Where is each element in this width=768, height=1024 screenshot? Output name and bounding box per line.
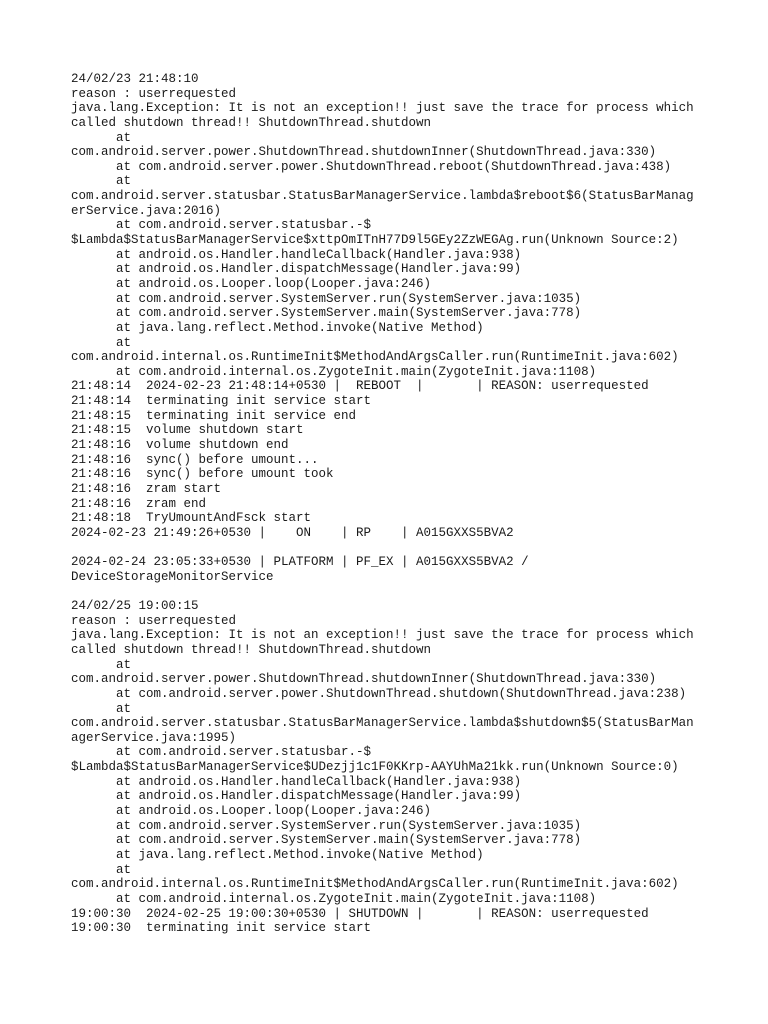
log-line: at com.android.server.SystemServer.run(SystemServer.java:1035) bbox=[71, 291, 582, 306]
log-line: $Lambda$StatusBarManagerService$xttpOmITnH77D9l5GEy2ZzWEGAg.run(Unknown Source:2) bbox=[71, 233, 679, 248]
log-line: at android.os.Handler.dispatchMessage(Handler.java:99) bbox=[71, 262, 522, 277]
log-line: com.android.server.statusbar.StatusBarManagerService.lambda$shutdown$5(StatusBarMan bbox=[71, 716, 694, 731]
log-line: at java.lang.reflect.Method.invoke(Native Method) bbox=[71, 320, 484, 335]
log-line: reason : userrequested bbox=[71, 86, 237, 101]
log-line: 21:48:18 TryUmountAndFsck start bbox=[71, 511, 312, 526]
log-line: 21:48:14 terminating init service start bbox=[71, 394, 372, 409]
log-line: com.android.server.statusbar.StatusBarManagerService.lambda$reboot$6(StatusBarManag bbox=[71, 189, 694, 204]
log-line: at android.os.Looper.loop(Looper.java:246) bbox=[71, 804, 432, 819]
log-line: 19:00:30 terminating init service start bbox=[71, 921, 372, 936]
log-line: 21:48:16 volume shutdown end bbox=[71, 438, 289, 453]
log-line: at bbox=[71, 130, 132, 145]
log-line: at com.android.server.statusbar.-$ bbox=[71, 218, 372, 233]
log-line: at com.android.server.statusbar.-$ bbox=[71, 745, 372, 760]
log-line: at com.android.internal.os.ZygoteInit.main(ZygoteInit.java:1108) bbox=[71, 891, 597, 906]
log-line: 2024-02-23 21:49:26+0530 | ON | RP | A015GXXS5BVA2 bbox=[71, 525, 514, 540]
log-line: 21:48:16 sync() before umount... bbox=[71, 452, 319, 467]
log-line: $Lambda$StatusBarManagerService$UDezjj1c1F0KKrp-AAYUhMa21kk.run(Unknown Source:0) bbox=[71, 760, 679, 775]
log-line: com.android.internal.os.RuntimeInit$MethodAndArgsCaller.run(RuntimeInit.java:602) bbox=[71, 350, 679, 365]
log-line: 21:48:16 zram start bbox=[71, 481, 222, 496]
log-line: com.android.server.power.ShutdownThread.shutdownInner(ShutdownThread.java:330) bbox=[71, 145, 657, 160]
log-line: at com.android.server.power.ShutdownThread.reboot(ShutdownThread.java:438) bbox=[71, 159, 672, 174]
log-line: at android.os.Handler.handleCallback(Handler.java:938) bbox=[71, 774, 522, 789]
log-line: at bbox=[71, 862, 132, 877]
log-document bbox=[71, 72, 711, 936]
log-line: 2024-02-24 23:05:33+0530 | PLATFORM | PF_EX | A015GXXS5BVA2 / bbox=[71, 555, 529, 570]
log-line: 21:48:15 volume shutdown start bbox=[71, 423, 304, 438]
log-line: at com.android.server.SystemServer.run(SystemServer.java:1035) bbox=[71, 818, 582, 833]
log-line: 24/02/25 19:00:15 bbox=[71, 599, 199, 614]
log-line: java.lang.Exception: It is not an exception!! just save the trace for process which bbox=[71, 101, 694, 116]
log-line: 21:48:16 sync() before umount took bbox=[71, 467, 334, 482]
log-line: at android.os.Looper.loop(Looper.java:246) bbox=[71, 276, 432, 291]
log-line: at bbox=[71, 335, 132, 350]
log-line: 24/02/23 21:48:10 bbox=[71, 72, 199, 86]
log-line: 19:00:30 2024-02-25 19:00:30+0530 | SHUTDOWN | | REASON: userrequested bbox=[71, 906, 649, 921]
log-line: java.lang.Exception: It is not an exception!! just save the trace for process which bbox=[71, 628, 694, 643]
log-line: called shutdown thread!! ShutdownThread.shutdown bbox=[71, 115, 432, 130]
log-line: at android.os.Handler.handleCallback(Handler.java:938) bbox=[71, 247, 522, 262]
log-line: at bbox=[71, 701, 132, 716]
log-line: DeviceStorageMonitorService bbox=[71, 569, 274, 584]
log-line: com.android.server.power.ShutdownThread.shutdownInner(ShutdownThread.java:330) bbox=[71, 672, 657, 687]
log-line: at java.lang.reflect.Method.invoke(Native Method) bbox=[71, 847, 484, 862]
log-line: agerService.java:1995) bbox=[71, 730, 237, 745]
log-line: at bbox=[71, 657, 132, 672]
log-line: erService.java:2016) bbox=[71, 203, 222, 218]
log-line: called shutdown thread!! ShutdownThread.shutdown bbox=[71, 642, 432, 657]
log-line bbox=[71, 584, 711, 599]
log-line: 21:48:16 zram end bbox=[71, 496, 207, 511]
log-line: at com.android.internal.os.ZygoteInit.main(ZygoteInit.java:1108) bbox=[71, 364, 597, 379]
log-line: 21:48:14 2024-02-23 21:48:14+0530 | REBOOT | | REASON: userrequested bbox=[71, 379, 649, 394]
log-line: at com.android.server.SystemServer.main(SystemServer.java:778) bbox=[71, 306, 582, 321]
log-line: at com.android.server.SystemServer.main(SystemServer.java:778) bbox=[71, 833, 582, 848]
log-line: reason : userrequested bbox=[71, 613, 237, 628]
log-line: at com.android.server.power.ShutdownThread.shutdown(ShutdownThread.java:238) bbox=[71, 686, 687, 701]
log-line bbox=[71, 541, 711, 556]
log-line: at android.os.Handler.dispatchMessage(Handler.java:99) bbox=[71, 789, 522, 804]
log-line: at bbox=[71, 174, 132, 189]
log-line: com.android.internal.os.RuntimeInit$MethodAndArgsCaller.run(RuntimeInit.java:602) bbox=[71, 877, 679, 892]
log-line: 21:48:15 terminating init service end bbox=[71, 408, 357, 423]
